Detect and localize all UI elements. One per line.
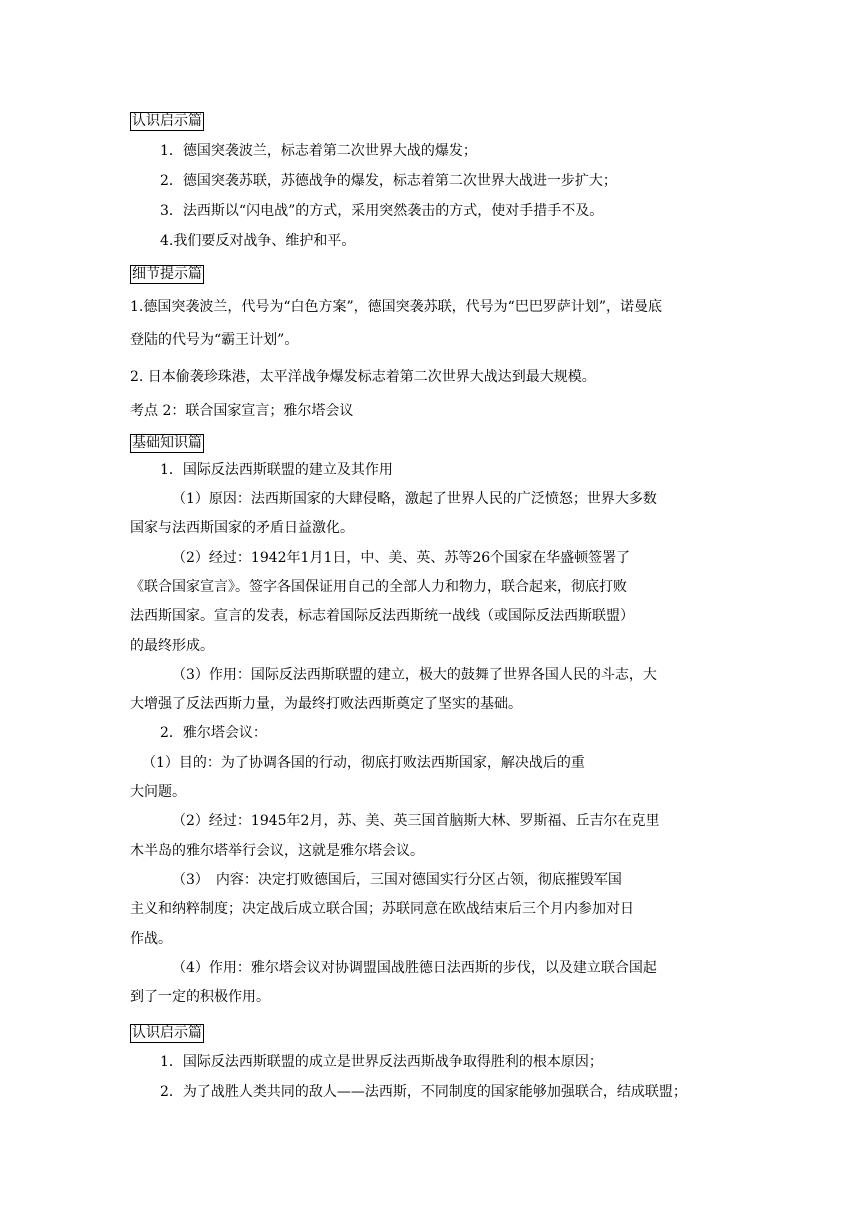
- basics-line-13: （2）经过：1945年2月，苏、美、英三国首脑斯大林、罗斯福、丘吉尔在克里: [172, 813, 660, 829]
- basics-line-3: 国家与法西斯国家的矛盾日益激化。: [130, 520, 354, 536]
- basics-line-11: （1）目的：为了协调各国的行动，彻底打败法西斯国家，解决战后的重: [142, 755, 585, 771]
- section-heading-recognition-2: 认识启示篇: [132, 1025, 202, 1041]
- basics-line-2: （1）原因：法西斯国家的大肆侵略，激起了世界人民的广泛愤怒；世界大多数: [172, 491, 657, 507]
- basics-line-9: 大增强了反法西斯力量，为最终打败法西斯奠定了坚实的基础。: [130, 696, 522, 712]
- details-line-3: 2. 日本偷袭珍珠港，太平洋战争爆发标志着第二次世界大战达到最大规模。: [130, 369, 596, 385]
- basics-line-16: 主义和纳粹制度；决定战后成立联合国；苏联同意在欧战结束后三个月内参加对日: [130, 901, 634, 917]
- basics-line-17: 作战。: [130, 931, 172, 947]
- section-heading-details: 细节提示篇: [132, 266, 202, 282]
- exam-point-title: 考点 2：联合国家宣言；雅尔塔会议: [130, 403, 354, 419]
- details-line-1: 1.德国突袭波兰，代号为“白色方案”，德国突袭苏联，代号为“巴巴罗萨计划”，诺曼底: [130, 299, 662, 315]
- recognition-item-1: 1．德国突袭波兰，标志着第二次世界大战的爆发；: [160, 143, 477, 159]
- recognition-item-2: 2．德国突袭苏联，苏德战争的爆发，标志着第二次世界大战进一步扩大；: [160, 173, 617, 189]
- basics-line-8: （3）作用：国际反法西斯联盟的建立，极大的鼓舞了世界各国人民的斗志，大: [172, 667, 657, 683]
- basics-line-7: 的最终形成。: [130, 638, 214, 654]
- basics-line-18: （4）作用：雅尔塔会议对协调盟国战胜德日法西斯的步伐，以及建立联合国起: [172, 960, 657, 976]
- basics-line-4: （2）经过：1942年1月1日，中、美、英、苏等26个国家在华盛顿签署了: [172, 550, 631, 566]
- recognition2-item-1: 1．国际反法西斯联盟的成立是世界反法西斯战争取得胜利的根本原因；: [160, 1054, 603, 1070]
- basics-line-14: 木半岛的雅尔塔举行会议，这就是雅尔塔会议。: [130, 843, 424, 859]
- basics-line-12: 大问题。: [130, 784, 186, 800]
- basics-line-6: 法西斯国家。宣言的发表，标志着国际反法西斯统一战线（或国际反法西斯联盟）: [130, 608, 634, 624]
- section-heading-basics: 基础知识篇: [132, 435, 202, 451]
- basics-line-10: 2．雅尔塔会议：: [160, 725, 267, 741]
- details-line-2: 登陆的代号为“霸王计划”。: [130, 332, 299, 348]
- recognition2-item-2: 2．为了战胜人类共同的敌人——法西斯，不同制度的国家能够加强联合，结成联盟；: [160, 1084, 687, 1100]
- basics-line-15: （3） 内容：决定打败德国后，三国对德国实行分区占领，彻底摧毁军国: [172, 872, 622, 888]
- basics-line-1: 1．国际反法西斯联盟的建立及其作用: [160, 462, 393, 478]
- basics-line-5: 《联合国家宣言》。签字各国保证用自己的全部人力和物力，联合起来，彻底打败: [130, 579, 627, 595]
- section-heading-recognition: 认识启示篇: [132, 113, 202, 129]
- basics-line-19: 到了一定的积极作用。: [130, 989, 270, 1005]
- recognition-item-3: 3．法西斯以“闪电战”的方式，采用突然袭击的方式，使对手措手不及。: [160, 203, 604, 219]
- recognition-item-4: 4.我们要反对战争、维护和平。: [160, 233, 356, 249]
